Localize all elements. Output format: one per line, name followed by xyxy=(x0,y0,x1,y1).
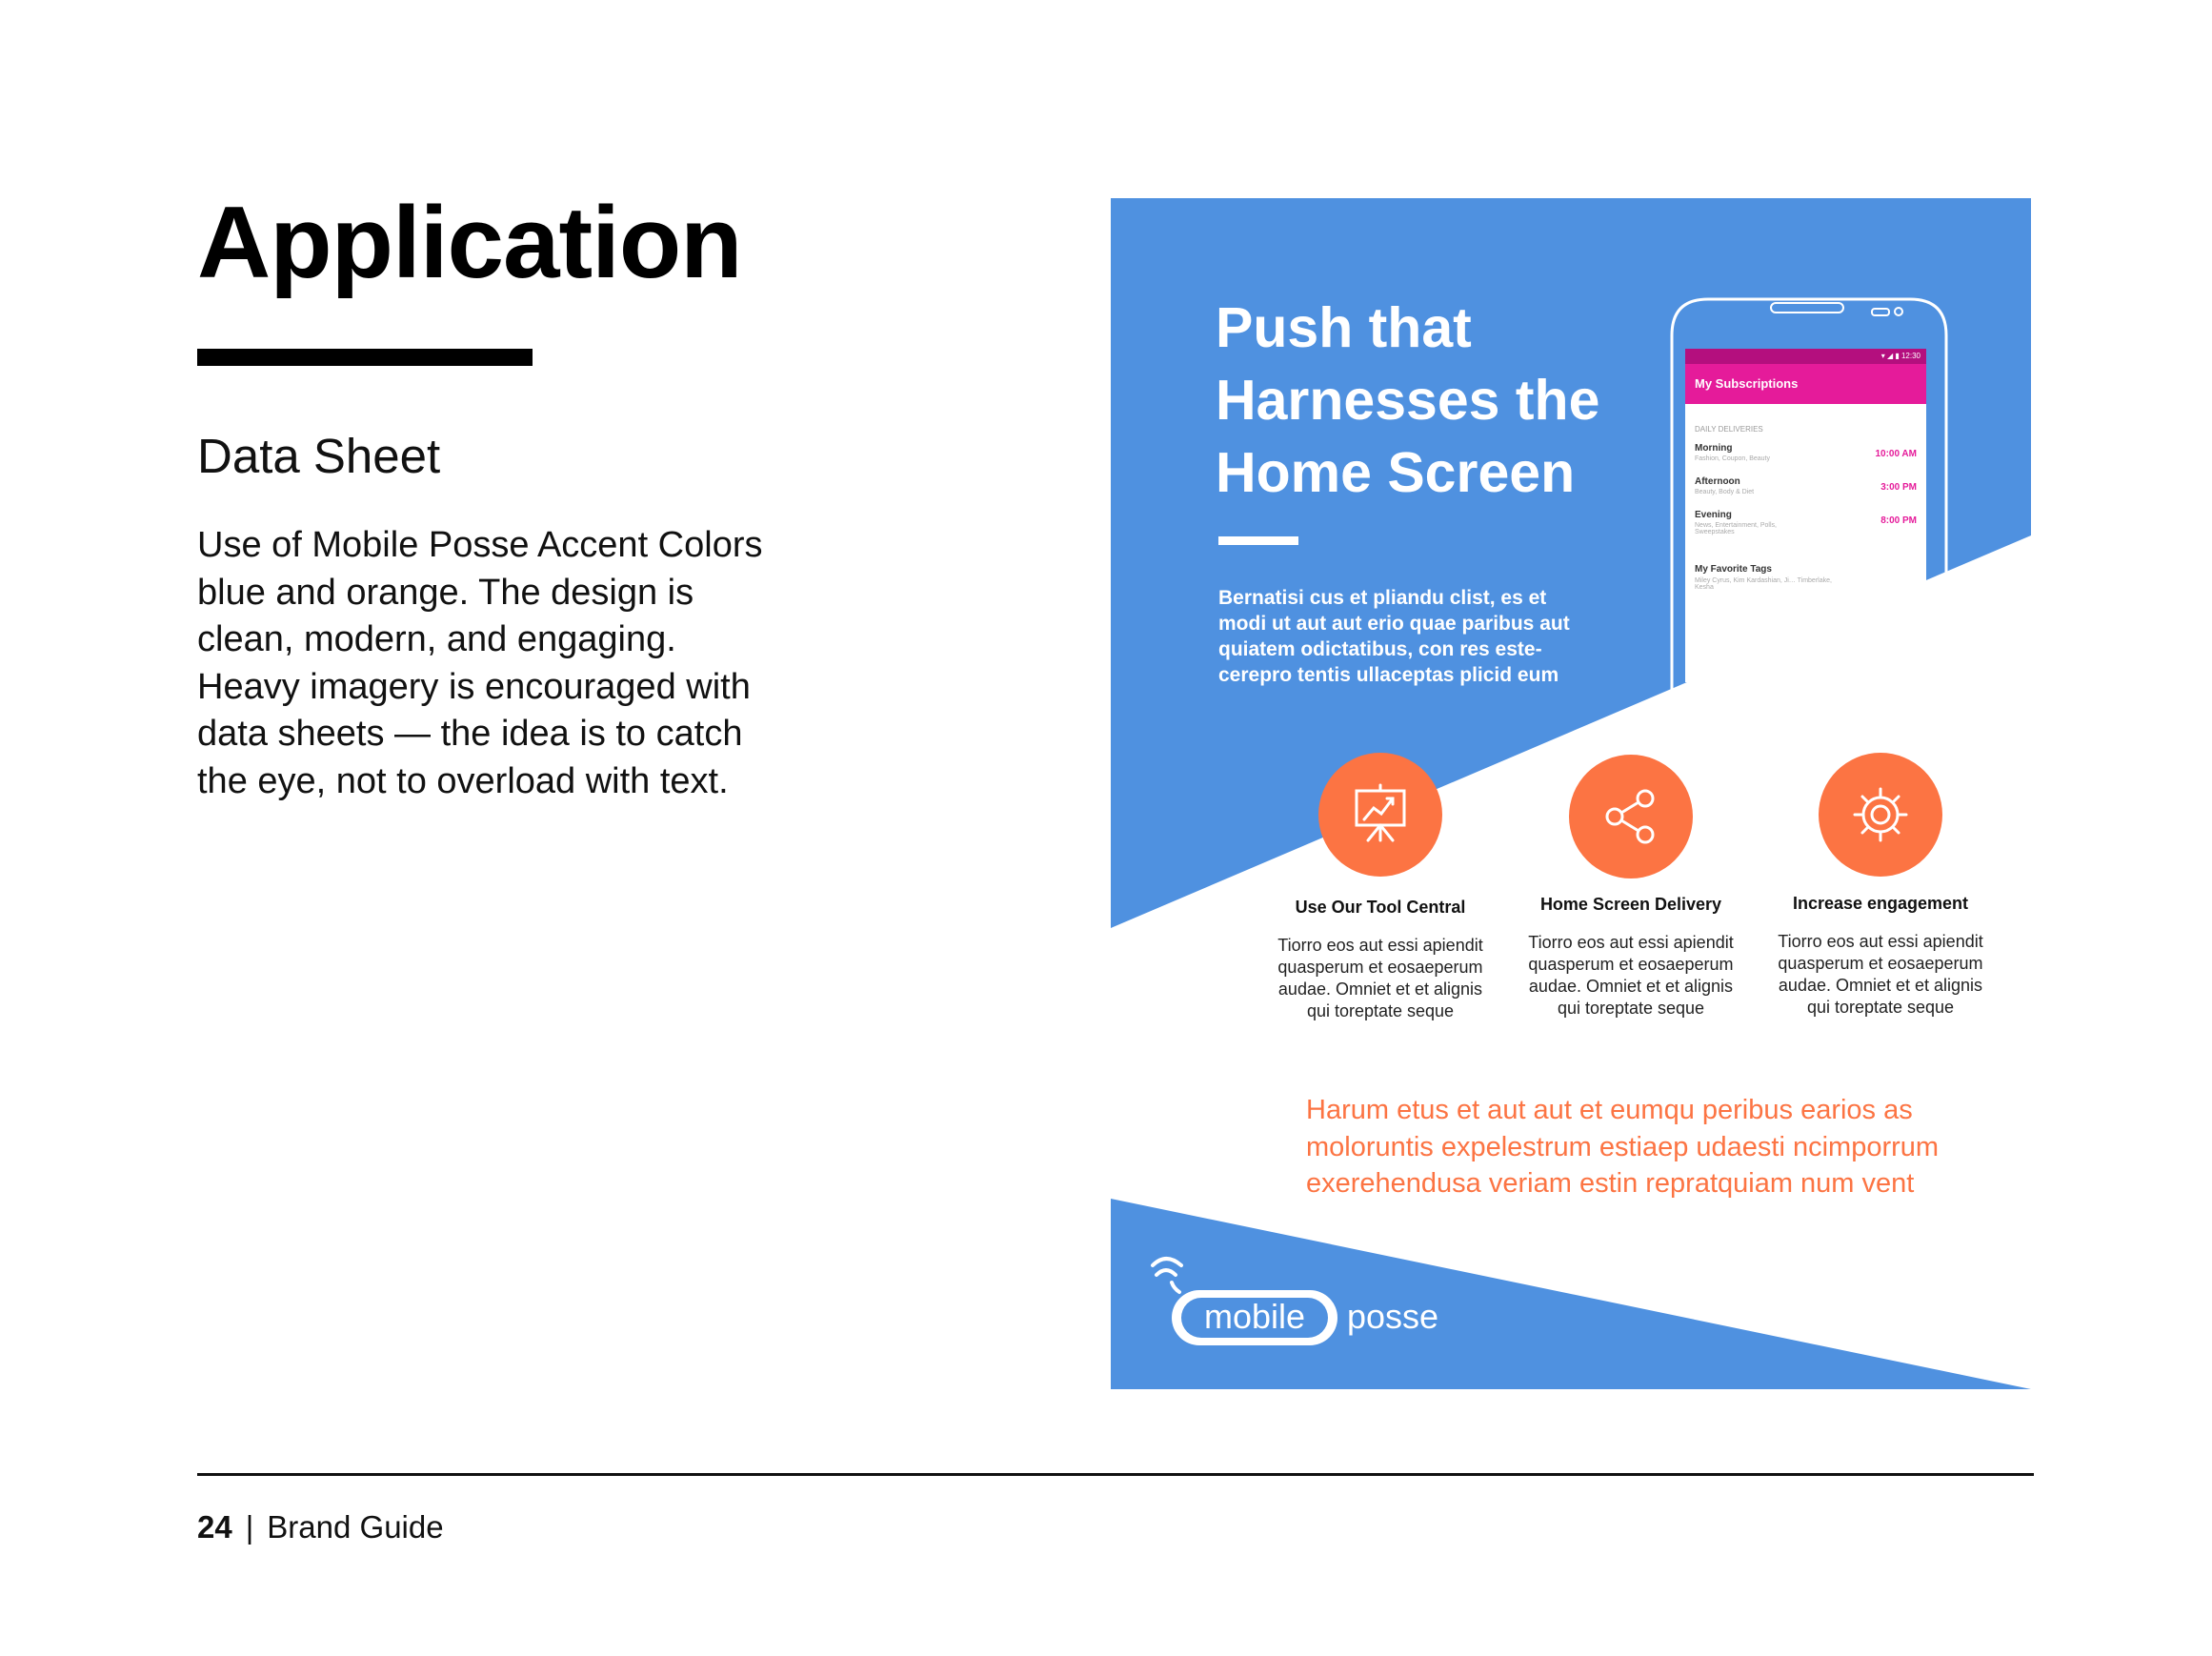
feature-icon-circle xyxy=(1318,753,1442,877)
intro-paragraph: Use of Mobile Posse Accent Colors blue and orange. The design is clean, modern, and engaging. Heavy imagery is encouraged with data sheets — the idea is to catch the eye, not to overload with text. xyxy=(197,525,763,801)
list-item-time: 3:00 PM xyxy=(1880,482,1917,493)
sheet-headline xyxy=(1216,292,1599,509)
list-item-name: Afternoon xyxy=(1695,476,1740,487)
feature-body: Tiorro eos aut essi apiendit quasperum et eosaeperum audae. Omniet et et alignis qui toreptate seque xyxy=(1778,932,1983,1017)
list-item-time: 10:00 AM xyxy=(1875,449,1917,459)
headline-line-3: Home Screen xyxy=(1216,441,1576,504)
data-sheet-preview xyxy=(1111,198,2031,1389)
footer-separator: | xyxy=(245,1509,254,1545)
footer-label: Brand Guide xyxy=(267,1509,444,1545)
list-item-desc: Fashion, Coupon, Beauty xyxy=(1695,455,1770,462)
feature-title: Use Our Tool Central xyxy=(1295,898,1466,917)
page-title: Application xyxy=(197,185,742,299)
sheet-tagline: Harum etus et aut aut et eumqu peribus earios as moloruntis expelestrum estiaep udaesti ncimporrum exerehendusa veriam estin repratquiam num vent xyxy=(1306,1095,1940,1199)
title-underline xyxy=(197,349,533,366)
footer-rule xyxy=(197,1473,2034,1476)
headline-line-1: Push that xyxy=(1216,296,1472,359)
list-item xyxy=(1685,510,1926,543)
feature-title: Home Screen Delivery xyxy=(1539,895,1722,914)
list-item-name: Morning xyxy=(1695,443,1733,454)
presentation-chart-icon xyxy=(1347,781,1414,848)
favorite-tags-list: Miley Cyrus, Kim Kardashian, Ji… Timberlake, Kesha xyxy=(1695,577,1832,591)
sheet-intro-text: Bernatisi cus et pliandu clist, es et modi ut aut aut erio quae paribus aut quiatem odictatibus, con res este-cerepro tentis ullaceptas plicid eum xyxy=(1218,587,1570,686)
mobile-posse-logo xyxy=(1151,1254,1494,1349)
page-footer xyxy=(197,1509,444,1545)
feature-body: Tiorro eos aut essi apiendit quasperum et eosaeperum audae. Omniet et et alignis qui toreptate seque xyxy=(1277,936,1483,1020)
feature-icon-circle xyxy=(1819,753,1942,877)
headline-line-2: Harnesses the xyxy=(1216,369,1600,432)
logo-word-mobile: mobile xyxy=(1203,1297,1306,1336)
deliveries-section-label: DAILY DELIVERIES xyxy=(1695,425,1763,434)
phone-mockup xyxy=(1670,297,1948,788)
logo-word-posse: posse xyxy=(1347,1297,1439,1336)
feature-increase-engagement xyxy=(1766,753,1995,1019)
page-number: 24 xyxy=(197,1509,232,1545)
feature-body: Tiorro eos aut essi apiendit quasperum et eosaeperum audae. Omniet et et alignis qui toreptate seque xyxy=(1528,933,1734,1018)
feature-title: Increase engagement xyxy=(1792,894,1969,913)
favorite-tags-title: My Favorite Tags xyxy=(1695,564,1772,575)
list-item-desc: Beauty, Body & Diet xyxy=(1695,489,1755,495)
list-item xyxy=(1685,443,1926,476)
phone-status-bar: ▾ ◢ ▮ 12:30 xyxy=(1685,349,1926,364)
list-item-name: Evening xyxy=(1695,510,1732,520)
page-subtitle: Data Sheet xyxy=(197,429,441,483)
list-item xyxy=(1685,476,1926,510)
list-item-time: 8:00 PM xyxy=(1880,515,1917,526)
phone-screen xyxy=(1685,349,1926,682)
feature-home-screen-delivery xyxy=(1517,755,1745,1020)
list-item-desc: News, Entertainment, Polls, Sweepstakes xyxy=(1695,522,1777,535)
share-icon xyxy=(1598,783,1664,850)
gear-icon xyxy=(1847,781,1914,848)
feature-tool-central xyxy=(1266,753,1495,1022)
headline-divider xyxy=(1218,536,1298,545)
feature-icon-circle xyxy=(1569,755,1693,878)
phone-app-title: My Subscriptions xyxy=(1685,364,1926,404)
